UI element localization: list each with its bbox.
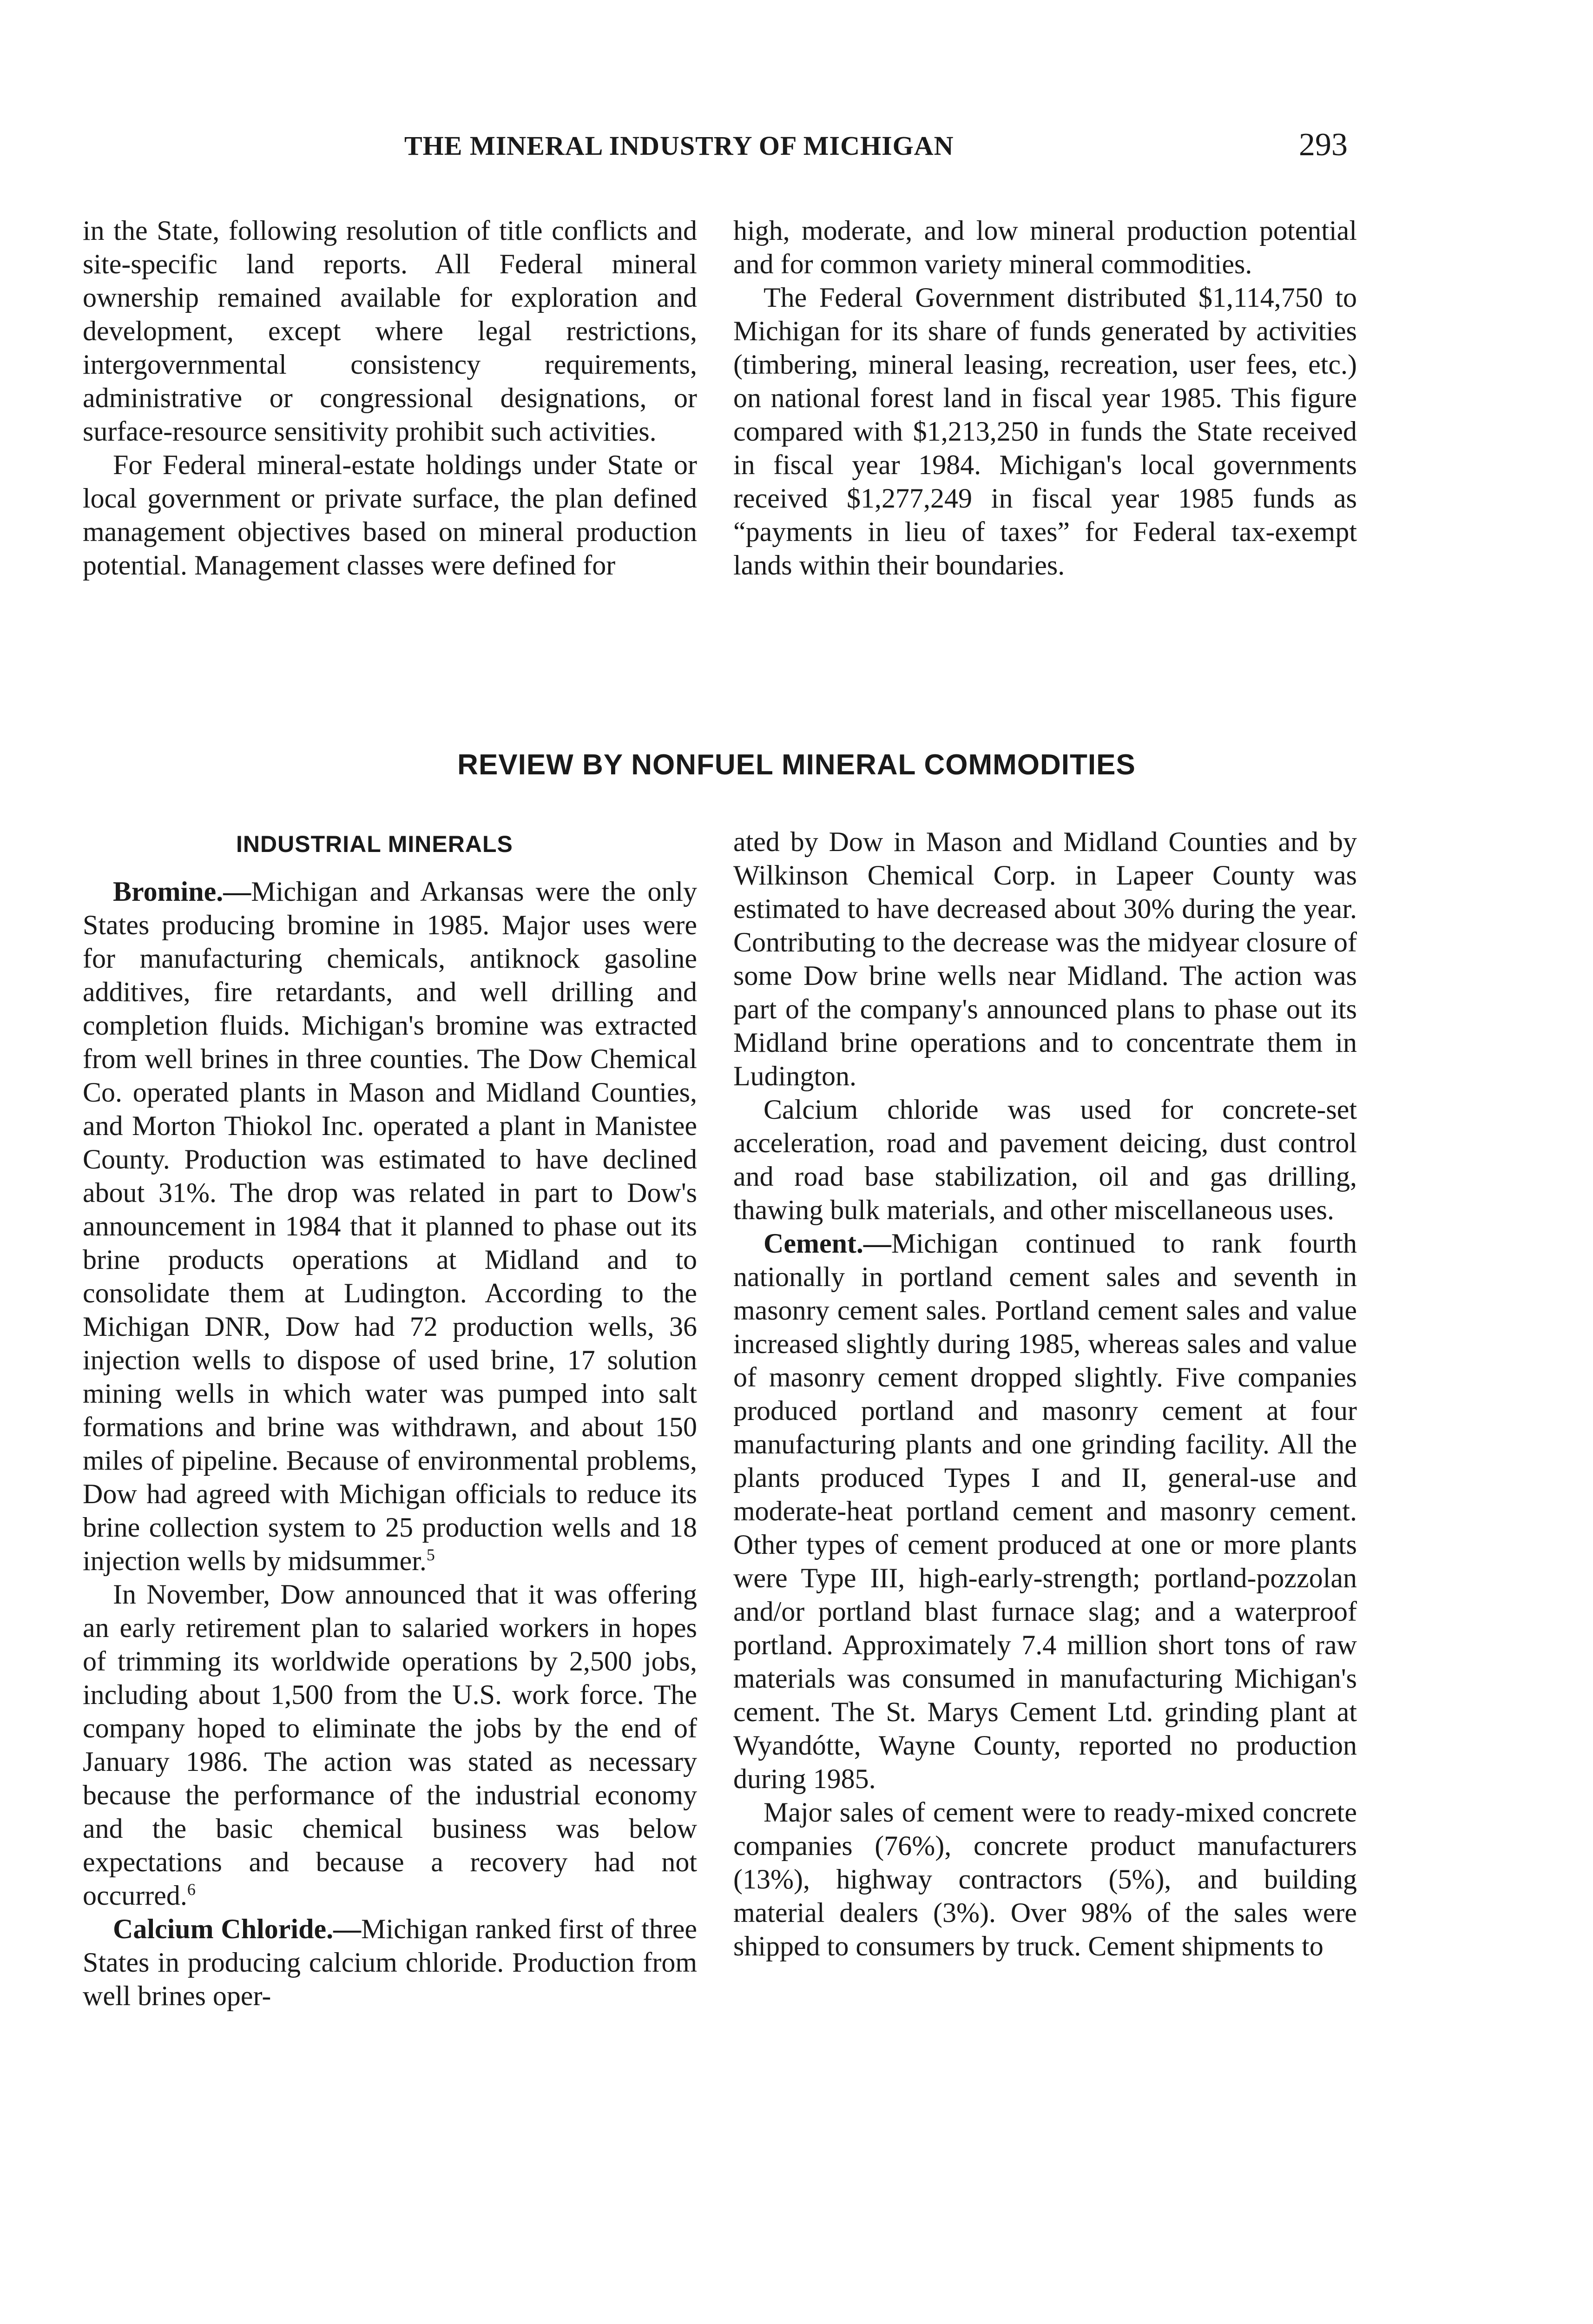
section-heading: REVIEW BY NONFUEL MINERAL COMMODITIES bbox=[457, 749, 1136, 781]
paragraph-text: Michigan and Arkansas were the only States producing bromine in 1985. Major uses were for manufacturing chemicals, antiknock gasoline additives, fire retardants, and well drilling and completion fluids. Michigan's bromine was extracted from well brines in three counties. The Dow Chemical Co. operated plants in Mason and Midland Counties, and Morton Thiokol Inc. operated a plant in Manistee County. Production was estimated to have declined about 31%. The drop was related in part to Dow's announcement in 1984 that it planned to phase out its brine products operations at Midland and to consolidate them at Ludington. According to the Michigan DNR, Dow had 72 production wells, 36 injection wells to dispose of used brine, 17 solution mining wells in which water was pumped into salt formations and brine was withdrawn, and about 150 miles of pipeline. Because of environmental problems, Dow had agreed with Michigan officials to reduce its brine collection system to 25 production wells and 18 injection wells by midsummer. bbox=[83, 876, 697, 1576]
run-in-head: Calcium Chloride.— bbox=[113, 1914, 362, 1944]
paragraph: high, moderate, and low mineral production potential and for common variety mineral commodities. bbox=[733, 215, 1357, 279]
footnote-ref[interactable]: 5 bbox=[426, 1545, 435, 1564]
paragraph: The Federal Government distributed $1,114,750 to Michigan for its share of funds generated by activities (timbering, mineral leasing, recreation, user fees, etc.) on national forest land in fiscal year 1985. This figure compared with $1,213,250 in funds the State received in fiscal year 1984. Michigan's local governments received $1,277,249 in fiscal year 1985 funds as “payments in lieu of taxes” for Federal tax-exempt lands within their boundaries. bbox=[733, 282, 1357, 581]
paragraph: ated by Dow in Mason and Midland Counties and by Wilkinson Chemical Corp. in Lapeer County was estimated to have decreased about 30% during the year. Contributing to the decrease was the midyear closure of some Dow brine wells near Midland. The action was part of the company's announced plans to phase out its Midland brine operations and to concentrate them in Ludington. bbox=[733, 826, 1357, 1091]
running-header bbox=[0, 127, 1593, 167]
subheading: INDUSTRIAL MINERALS bbox=[236, 831, 513, 857]
paragraph: in the State, following resolution of title conflicts and site-specific land reports. All Federal mineral ownership remained available for exploration and development, except where legal restrictions, intergovernmental consistency requirements, administrative or congressional designations, or surface-resource sensitivity prohibit such activities. bbox=[83, 215, 697, 447]
paragraph bbox=[733, 1227, 1357, 1796]
paragraph-text: Michigan continued to rank fourth nationally in portland cement sales and seventh in masonry cement sales. Portland cement sales and value increased slightly during 1985, whereas sales and value of masonry cement dropped slightly. Five companies produced portland and masonry cement at four manufacturing plants and one grinding facility. All the plants produced Types I and II, general-use and moderate-heat portland cement and masonry cement. Other types of cement produced at one or more plants were Type III, high-early-strength; portland-pozzolan and/or portland blast furnace slag; and a waterproof portland. Approximately 7.4 million short tons of raw materials was consumed in manufacturing Michigan's cement. The St. Marys Cement Ltd. grinding plant at Wyandótte, Wayne County, reported no production during 1985. bbox=[733, 1228, 1357, 1794]
run-in-head: Bromine.— bbox=[113, 876, 251, 907]
top-right-column bbox=[733, 214, 1357, 582]
paragraph: Calcium chloride was used for concrete-set acceleration, road and pavement deicing, dust control and road base stabilization, oil and gas drilling, thawing bulk materials, and other miscellaneous uses. bbox=[733, 1094, 1357, 1225]
paragraph-text: In November, Dow announced that it was offering an early retirement plan to salaried workers in hopes of trimming its worldwide operations by 2,500 jobs, including about 1,500 from the U.S. work force. The company hoped to eliminate the jobs by the end of January 1986. The action was stated as necessary because the performance of the industrial economy and the basic chemical business was below expectations and because a recovery had not occurred. bbox=[83, 1579, 697, 1911]
page-number: 293 bbox=[1299, 127, 1348, 163]
paragraph: For Federal mineral-estate holdings under State or local government or private surface, the plan defined management objectives based on mineral production potential. Management classes were defined for bbox=[83, 449, 697, 581]
paragraph bbox=[83, 875, 697, 1578]
run-in-head: Cement.— bbox=[764, 1228, 891, 1259]
lower-left-column bbox=[83, 827, 697, 2013]
paragraph-text: Michigan ranked first of three States in producing calcium chloride. Production from well brines oper- bbox=[83, 1914, 697, 2011]
top-left-column bbox=[83, 214, 697, 582]
footnote-ref[interactable]: 6 bbox=[187, 1880, 196, 1899]
running-title: THE MINERAL INDUSTRY OF MICHIGAN bbox=[404, 131, 954, 161]
paragraph bbox=[83, 1578, 697, 1912]
lower-right-column bbox=[733, 825, 1357, 1963]
paragraph: Major sales of cement were to ready-mixed concrete companies (76%), concrete product manufacturers (13%), highway contractors (5%), and building material dealers (3%). Over 98% of the sales were shipped to consumers by truck. Cement shipments to bbox=[733, 1797, 1357, 1961]
paragraph bbox=[83, 1912, 697, 2013]
